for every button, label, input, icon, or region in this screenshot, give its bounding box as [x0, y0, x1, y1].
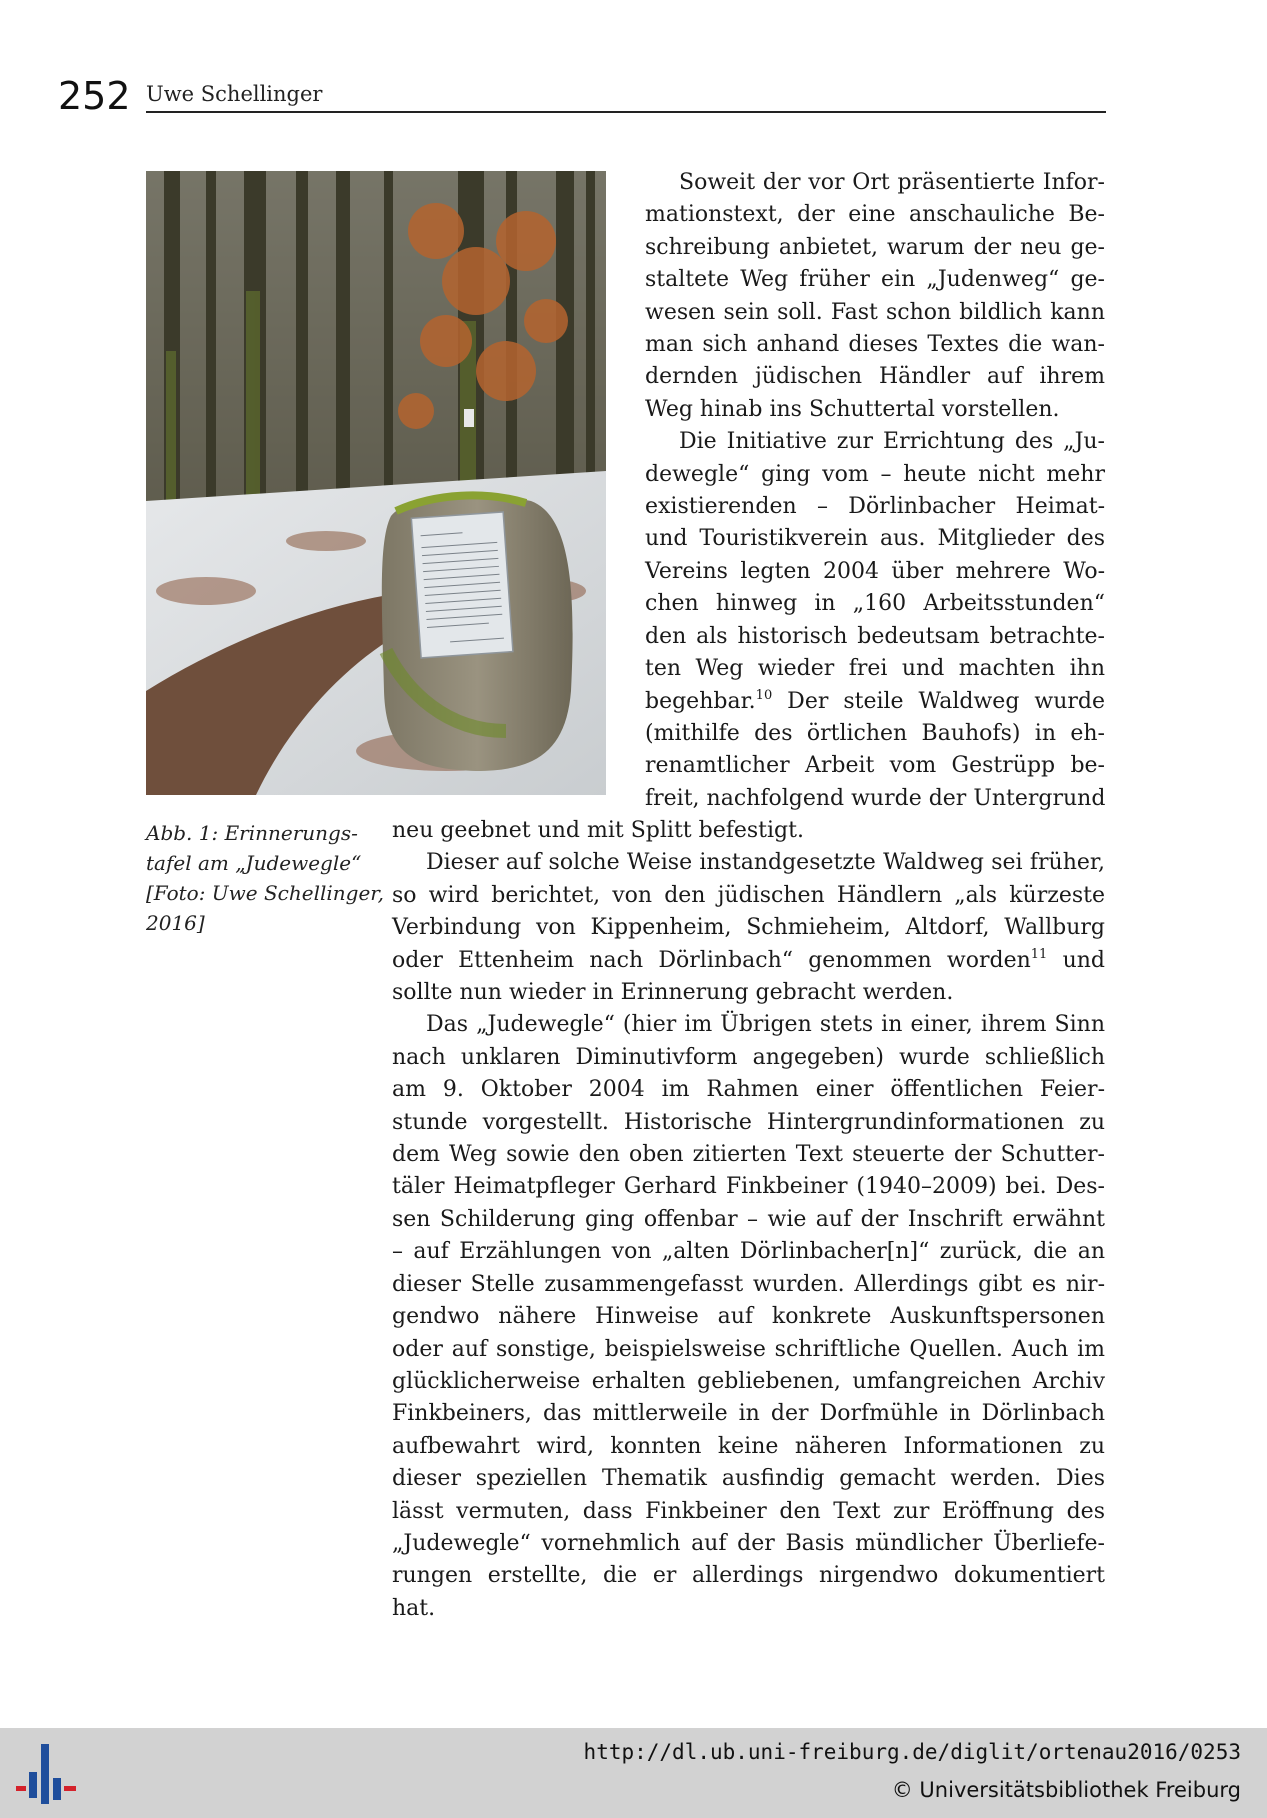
text-line: dem Weg sowie den oben zitierten Text steuerte der Schutter-	[392, 1142, 1105, 1168]
text-line: schreibung anbietet, warum der neu ge-	[645, 234, 1105, 260]
text-line: freit, nachfolgend wurde der Untergrund	[645, 785, 1106, 811]
text-line: dieser speziellen Thematik ausfindig gemacht werden. Dies	[392, 1466, 1105, 1492]
text-line: oder auf sonstige, beispielsweise schriftliche Quellen. Auch im	[392, 1336, 1105, 1362]
text-line: Soweit der vor Ort präsentierte Infor-	[679, 170, 1105, 195]
text-line: Vereins legten 2004 über mehrere Wo-	[645, 558, 1105, 584]
text-line: Dieser auf solche Weise instandgesetzte Waldweg sei früher,	[426, 850, 1105, 876]
header-rule	[146, 111, 1106, 113]
footer-url-link[interactable]: http://dl.ub.uni-freiburg.de/diglit/ortenau2016/0253	[583, 1740, 1241, 1764]
text-line: den als historisch bedeutsam betrachte-	[645, 623, 1105, 649]
caption-line: [Foto: Uwe Schellinger,	[146, 881, 385, 905]
text-line: (mithilfe des örtlichen Bauhofs) in eh-	[645, 720, 1105, 746]
text-line: sollte nun wieder in Erinnerung gebracht werden.	[392, 980, 954, 1006]
text-line: Weg hinab ins Schuttertal vorstellen.	[645, 396, 1060, 422]
text-line: am 9. Oktober 2004 im Rahmen einer öffentlichen Feier-	[392, 1077, 1105, 1103]
footnote-ref-11[interactable]: 11	[1030, 946, 1048, 962]
text-fragment: begehbar.	[645, 688, 756, 714]
text-line: mationstext, der eine anschauliche Be-	[645, 202, 1105, 228]
text-line: Verbindung von Kippenheim, Schmieheim, Altdorf, Wallburg	[392, 915, 1105, 941]
running-head-author: Uwe Schellinger	[146, 82, 323, 106]
text-line: stunde vorgestellt. Historische Hintergrundinformationen zu	[392, 1109, 1105, 1135]
text-fragment: Der steile Waldweg wurde	[772, 688, 1105, 714]
figure-photo	[146, 171, 606, 795]
text-line: wesen sein soll. Fast schon bildlich kann	[645, 299, 1105, 325]
page-number: 252	[58, 74, 131, 118]
text-line: so wird berichtet, von den jüdischen Händlern „als kürzeste	[392, 882, 1105, 908]
caption-line: 2016]	[146, 911, 205, 935]
text-line: chen hinweg in „160 Arbeitsstunden“	[645, 591, 1105, 617]
text-line-with-footnote	[392, 945, 1105, 977]
text-line: Finkbeiners, das mittlerweile in der Dorfmühle in Dörlinbach	[392, 1401, 1105, 1427]
text-line: dernden jüdischen Händler auf ihrem	[645, 364, 1105, 390]
figure-caption	[146, 818, 385, 938]
text-line: man sich anhand dieses Textes die wan-	[645, 332, 1105, 358]
footer-copyright: © Universitätsbibliothek Freiburg	[891, 1778, 1241, 1802]
text-line: hat.	[392, 1595, 436, 1621]
text-line: und Touristikverein aus. Mitglieder des	[645, 526, 1105, 552]
text-fragment: oder Ettenheim nach Dörlinbach“ genommen worden	[392, 947, 1031, 973]
text-line: renamtlicher Arbeit vom Gestrüpp be-	[645, 753, 1105, 779]
text-line: nach unklaren Diminutivform angegeben) wurde schließlich	[392, 1044, 1105, 1070]
footer-bar	[0, 1728, 1267, 1818]
text-line: staltete Weg früher ein „Judenweg“ ge-	[645, 267, 1105, 293]
body-text-narrow-column	[645, 167, 1105, 815]
text-line: dieser Stelle zusammengefasst wurden. Allerdings gibt es nir-	[392, 1271, 1105, 1297]
text-line: rungen erstellte, die er allerdings nirgendwo dokumentiert	[392, 1563, 1105, 1589]
body-text-wide-column	[392, 815, 1105, 1625]
text-line: aufbewahrt wird, konnten keine näheren Informationen zu	[392, 1433, 1105, 1459]
text-line: täler Heimatpfleger Gerhard Finkbeiner (1940–2009) bei. Des-	[392, 1174, 1105, 1200]
text-line-with-footnote	[645, 686, 1105, 718]
text-line: existierenden – Dörlinbacher Heimat-	[645, 494, 1105, 520]
text-line: Die Initiative zur Errichtung des „Ju-	[679, 429, 1105, 455]
text-line: ten Weg wieder frei und machten ihn	[645, 656, 1105, 682]
text-line: dewegle“ ging vom – heute nicht mehr	[645, 461, 1105, 487]
text-line: „Judewegle“ vornehmlich auf der Basis mündlicher Überliefe-	[392, 1530, 1105, 1556]
text-line: glücklicherweise erhalten gebliebenen, umfangreichen Archiv	[392, 1368, 1105, 1394]
caption-line: tafel am „Judewegle“	[146, 851, 362, 875]
footnote-ref-10[interactable]: 10	[755, 687, 773, 703]
ub-freiburg-logo-icon[interactable]	[14, 1742, 78, 1806]
caption-line: Abb. 1: Erinnerungs-	[146, 821, 358, 845]
text-line: sen Schilderung ging offenbar – wie auf der Inschrift erwähnt	[392, 1206, 1105, 1232]
text-line: Das „Judewegle“ (hier im Übrigen stets in einer, ihrem Sinn	[426, 1012, 1105, 1038]
text-line: – auf Erzählungen von „alten Dörlinbacher[n]“ zurück, die an	[392, 1239, 1105, 1265]
text-line: neu geebnet und mit Splitt befestigt.	[392, 818, 804, 843]
text-line: gendwo nähere Hinweise auf konkrete Auskunftspersonen	[392, 1304, 1105, 1330]
text-fragment: und	[1047, 947, 1105, 973]
text-line: lässt vermuten, dass Finkbeiner den Text zur Eröffnung des	[392, 1498, 1105, 1524]
